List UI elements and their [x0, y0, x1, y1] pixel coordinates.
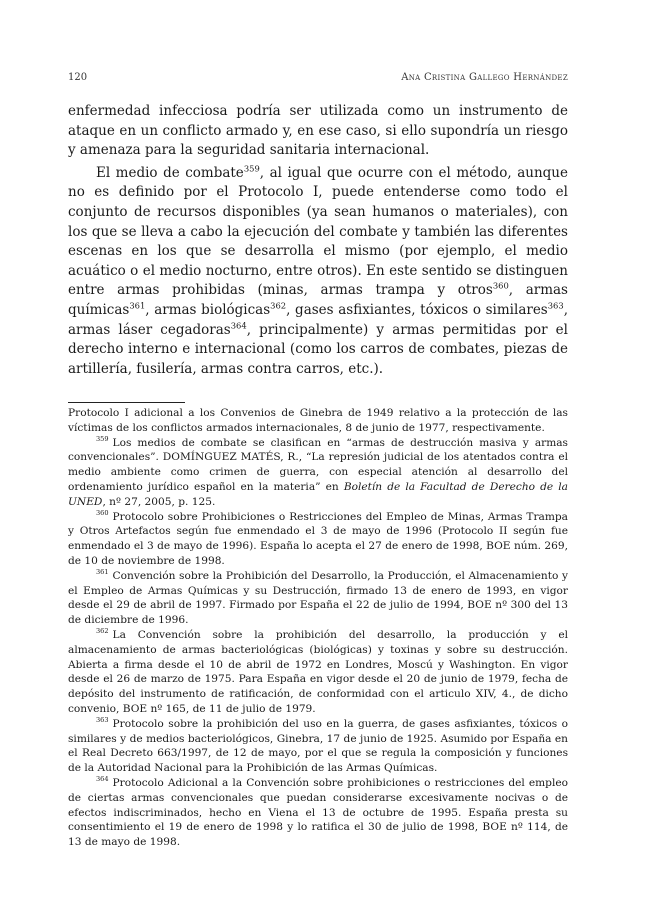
footnote-number: 359 [96, 435, 109, 444]
footnote-text: Protocolo sobre Prohibiciones o Restricciones del Empleo de Minas, Armas Trampa y Otros Artefactos según fue enmendado el 3 de mayo de 1996 (Protocolo II según fue enmendado el 3 de mayo de 1996). España lo acepta el 27 de enero de 1998, BOE núm. 269, de 10 de noviembre de 1998. [68, 510, 568, 567]
footnote-number: 362 [96, 627, 109, 636]
page-number: 120 [68, 72, 88, 83]
footnote-ref-362[interactable]: 362 [270, 300, 287, 311]
cited-author: DOMÍNGUEZ MATÉS [162, 451, 281, 464]
footnote-number: 361 [96, 568, 109, 577]
footnote-text: Los medios de combate se clasifican en “armas de destrucción masiva y armas convencionales”. [68, 436, 568, 464]
footnote-number: 364 [96, 775, 109, 784]
footnote-363 [68, 717, 568, 776]
footnote-text: Convención sobre la Prohibición del Desarrollo, la Producción, el Almacenamiento y el Empleo de Armas Químicas y su Destrucción, firmado 13 de enero de 1993, en vigor desde el 29 de abril de 1997. Firmado por España el 22 de julio de 1994, BOE nº 300 del 13 de diciembre de 1996. [68, 569, 568, 627]
footnote-text: Protocolo sobre la prohibición del uso en la guerra, de gases asfixiantes, tóxicos o similares y de medios bacteriológicos, Ginebra, 17 de junio de 1925. Asumido por España en el Real Decreto 663/1997, de 12 de mayo, por el que se regula la composición y funciones de la Autoridad Nacional para la Prohibición de las Armas Químicas. [68, 717, 568, 775]
paragraph-medio-de-combate [68, 164, 568, 380]
footnote-359 [68, 436, 568, 510]
text-run: , armas biológicas [145, 301, 271, 318]
footnote-361 [68, 569, 568, 628]
footnote-text: , R., “La represión judicial de los atentados contra el medio ambiente como crimen de guerra, con especial atención al desarrollo del ordenamiento jurídico español en la materia” en [68, 451, 568, 493]
running-header [68, 72, 568, 86]
text-run: , al igual que ocurre con el método, aunque no es definido por el Protocolo I, puede entenderse como todo el conjunto de recursos disponibles (ya sean humanos o materiales), con los que se lleva a cabo la ejecución del combate y también las diferentes escenas en los que se desarrolla el mismo (por ejemplo, el medio acuático o el medio nocturno, entre otros). En este sentido se distinguen entre armas prohibidas (minas, armas trampa y otros [68, 164, 568, 299]
footnote-ref-360[interactable]: 360 [492, 280, 509, 291]
text-run: , armas químicas [68, 282, 568, 318]
footnote-360 [68, 510, 568, 569]
footnote-ref-361[interactable]: 361 [129, 300, 146, 311]
running-author: Ana Cristina Gallego Hernández [401, 72, 568, 83]
footnote-separator [68, 402, 185, 403]
footnote-ref-364[interactable]: 364 [230, 320, 247, 331]
footnote-ref-359[interactable]: 359 [243, 163, 260, 174]
footnote-continued: Protocolo I adicional a los Convenios de Ginebra de 1949 relativo a la protección de las víctimas de los conflictos armados internacionales, 8 de junio de 1977, respectivamente. [68, 407, 568, 434]
footnote-text: La Convención sobre la prohibición del desarrollo, la producción y el almacenamiento de armas bacteriológicas (biológicas) y toxinas y sobre su destrucción. Abierta a firma desde el 10 de abril de 1972 en Londres, Moscú y Washington. En vigor desde el 26 de marzo de 1975. Para España en vigor desde el 20 de junio de 1979, fecha de depósito del instrumento de ratificación, de conformidad con el articulo XIV, 4., de dicho convenio, BOE nº 165, de 11 de julio de 1979. [68, 628, 568, 715]
text-run: , gases asfixiantes, tóxicos o similares [286, 301, 548, 318]
footnotes [68, 406, 568, 850]
footnote-number: 363 [96, 716, 109, 725]
footnote-text: , nº 27, 2005, p. 125. [102, 495, 216, 508]
text-run: , principalmente) y armas permitidas por el derecho interno e internacional (como los carros de combates, piezas de artillería, fusilería, armas contra carros, etc.). [68, 321, 568, 377]
footnote-362 [68, 628, 568, 717]
footnote-ref-363[interactable]: 363 [547, 300, 564, 311]
journal-title: Boletín de la Facultad de Derecho de la UNED [68, 480, 568, 508]
main-text [68, 102, 568, 382]
footnote-text: Protocolo Adicional a la Convención sobre prohibiciones o restricciones del empleo de ciertas armas convencionales que puedan considerarse excesivamente nocivas o de efectos indiscriminados, hecho en Viena el 13 de octubre de 1995. España presta su consentimiento el 19 de enero de 1998 y lo ratifica el 30 de julio de 1998, BOE nº 114, de 13 de mayo de 1998. [68, 776, 568, 849]
footnote-364 [68, 776, 568, 850]
paragraph-continued: enfermedad infecciosa podría ser utilizada como un instrumento de ataque en un conflicto armado y, en ese caso, si ello supondría un riesgo y amenaza para la seguridad sanitaria internacional. [68, 103, 568, 159]
footnote-number: 360 [96, 509, 109, 518]
text-run: El medio de combate [96, 164, 244, 181]
text-run: , armas láser cegadoras [68, 301, 568, 338]
